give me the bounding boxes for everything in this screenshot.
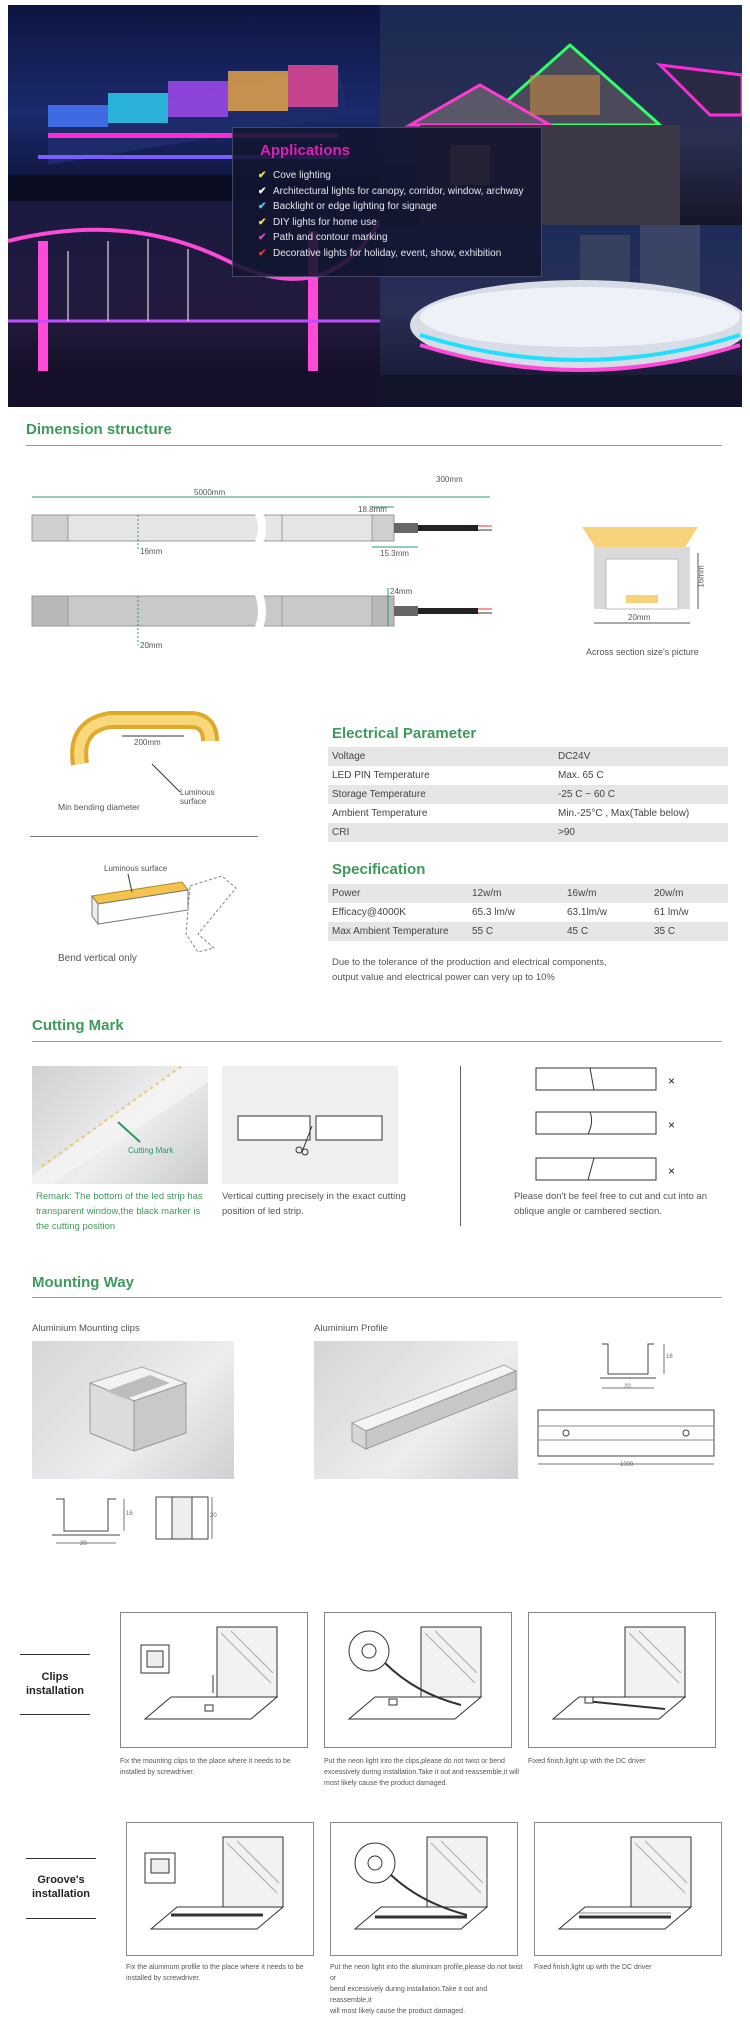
table-row: Storage Temperature -25 C ~ 60 C [328,785,728,804]
mounting-rule [32,1297,722,1298]
groove-step-1-drawing [126,1822,314,1956]
wrong-mark-2: × [668,1118,676,1132]
dim-side-width: 20mm [140,641,163,650]
bending-divider [30,836,258,837]
groove-step-2-caption: Put the neon light into the aluminum profile,please do not twist or bend excessively during installation.Take it out and reassemble,it will most likely cause the product damaged. [330,1964,523,2015]
groove-step-1-caption: Fix the aluminum profile to the place where it needs to be installed by screwdriver. [126,1964,304,1982]
dimension-drawing [20,475,540,665]
groove-step-2-drawing [330,1822,518,1956]
vertical-cut-caption: Vertical cutting precisely in the exact cutting position of led strip. [222,1191,406,1217]
application-item [258,184,523,200]
check-icon: ✔ [258,170,267,181]
dim-cap: 15.3mm [380,549,409,558]
groove-install-rule-top [26,1858,96,1859]
bend-diameter: 200mm [134,738,161,747]
table-row: Ambient Temperature Min.-25°C , Max(Table below) [332,808,690,819]
clip-width: 20 [80,1541,87,1547]
clip-top-drawing [152,1493,218,1543]
profile-top-drawing [536,1406,716,1472]
profile-width: 20 [624,1384,631,1390]
wrong-mark-3: × [668,1164,676,1178]
clips-install-rule-bottom [20,1714,90,1715]
dim-lead: 300mm [436,475,463,484]
specification-table [328,884,728,941]
profile-height: 16 [666,1354,673,1360]
clips-step-2-caption: Put the neon light into the clips,please do not twist or bend excessively during installation.Take it out and reassemble,it will most likely cause the product damaged. [324,1758,519,1787]
clips-install-label: Clips installation [25,1671,85,1697]
check-icon: ✔ [258,201,267,212]
cutting-divider [460,1066,461,1226]
application-item [258,168,523,184]
cutting-mark-label: Cutting Mark [128,1146,174,1155]
profile-length: 1000 [620,1462,634,1468]
clips-step-2-drawing [324,1612,512,1748]
groove-install-label: Groove's installation [31,1874,91,1900]
clips-step-1-drawing [120,1612,308,1748]
clips-step-3-caption: Fixed finish,light up with the DC driver [528,1758,646,1765]
dimension-title: Dimension structure [26,421,172,438]
application-item [258,215,523,231]
table-row: Efficacy@4000K 65.3 lm/w 63.1lm/w 61 lm/w [332,907,689,918]
application-text: Backlight or edge lighting for signage [273,201,437,212]
check-icon: ✔ [258,232,267,243]
wrong-cut-drawing [532,1064,702,1188]
table-row: Voltage DC24V [328,747,728,766]
electrical-title: Electrical Parameter [332,725,477,742]
vertical-cut-drawing [222,1066,398,1184]
applications-box [232,127,542,277]
profile-label: Aluminium Profile [314,1323,388,1334]
table-row: Power 12w/m 16w/m 20w/m [328,884,728,903]
application-text: Decorative lights for holiday, event, show, exhibition [273,247,502,259]
wrong-cut-caption: Please don't be feel free to cut and cut into an oblique angle or cambered section. [514,1191,708,1217]
cutting-remark: Remark: The bottom of the led strip has transparent window,the black marker is the cutting position [36,1191,203,1232]
table-row: Max Ambient Temperature 55 C 45 C 35 C [328,922,728,941]
dim-end-width: 18.8mm [358,505,387,514]
clips-step-1-caption: Fix the mounting clips to the place where it needs to be installed by screwdriver. [120,1758,291,1776]
clips-label: Aluminium Mounting clips [32,1323,140,1334]
groove-step-3-caption: Fixed finish,light up with the DC driver [534,1964,652,1971]
groove-install-rule-bottom [26,1918,96,1919]
electrical-table [328,747,728,845]
application-text: Cove lighting [273,170,331,181]
check-icon: ✔ [258,247,267,259]
applications-title: Applications [260,142,351,159]
application-text: Path and contour marking [273,232,388,243]
dim-side-height: 24mm [390,587,413,596]
cutting-rule [32,1041,722,1042]
bend-surface: Luminous surface [180,788,215,806]
profile-photo [314,1341,518,1479]
applications-hero [8,5,742,407]
clips-step-3-drawing [528,1612,716,1748]
cross-section-drawing [578,527,710,637]
dimension-rule [26,445,722,446]
clip-front-drawing [50,1493,136,1549]
vertical-surface: Luminous surface [104,864,168,873]
bending-drawing [60,706,240,806]
application-item [258,246,523,262]
vertical-bend-drawing [86,864,256,954]
dim-total: 5000mm [194,488,226,497]
application-item [258,199,523,215]
clip-height: 16 [126,1511,133,1517]
section-width: 20mm [628,613,651,622]
cross-section-caption: Across section size's picture [586,647,699,657]
application-text: Architectural lights for canopy, corridor, window, archway [273,185,524,197]
specification-title: Specification [332,861,426,878]
clips-photo [32,1341,234,1479]
bend-vertical-caption: Bend vertical only [58,953,137,964]
table-row: CRI >90 [328,823,728,842]
profile-end-drawing [596,1338,676,1394]
dim-height: 16mm [140,547,163,556]
mounting-title: Mounting Way [32,1274,134,1291]
table-row: LED PIN Temperature Max. 65 C [332,770,604,781]
clip-depth: 20 [210,1513,217,1519]
application-item [258,230,523,246]
cutting-title: Cutting Mark [32,1017,124,1034]
min-bending-caption: Min bending diameter [58,802,140,812]
cutting-photo [32,1066,208,1184]
check-icon: ✔ [258,216,267,228]
wrong-mark-1: × [668,1074,676,1088]
clips-install-rule-top [20,1654,90,1655]
check-icon: ✔ [258,185,267,197]
application-text: DIY lights for home use [273,216,377,228]
groove-step-3-drawing [534,1822,722,1956]
specification-note: Due to the tolerance of the production and electrical components, output value and electrical power can very up to 10% [332,957,607,983]
applications-list [258,168,523,261]
section-height: 16mm [696,565,706,588]
